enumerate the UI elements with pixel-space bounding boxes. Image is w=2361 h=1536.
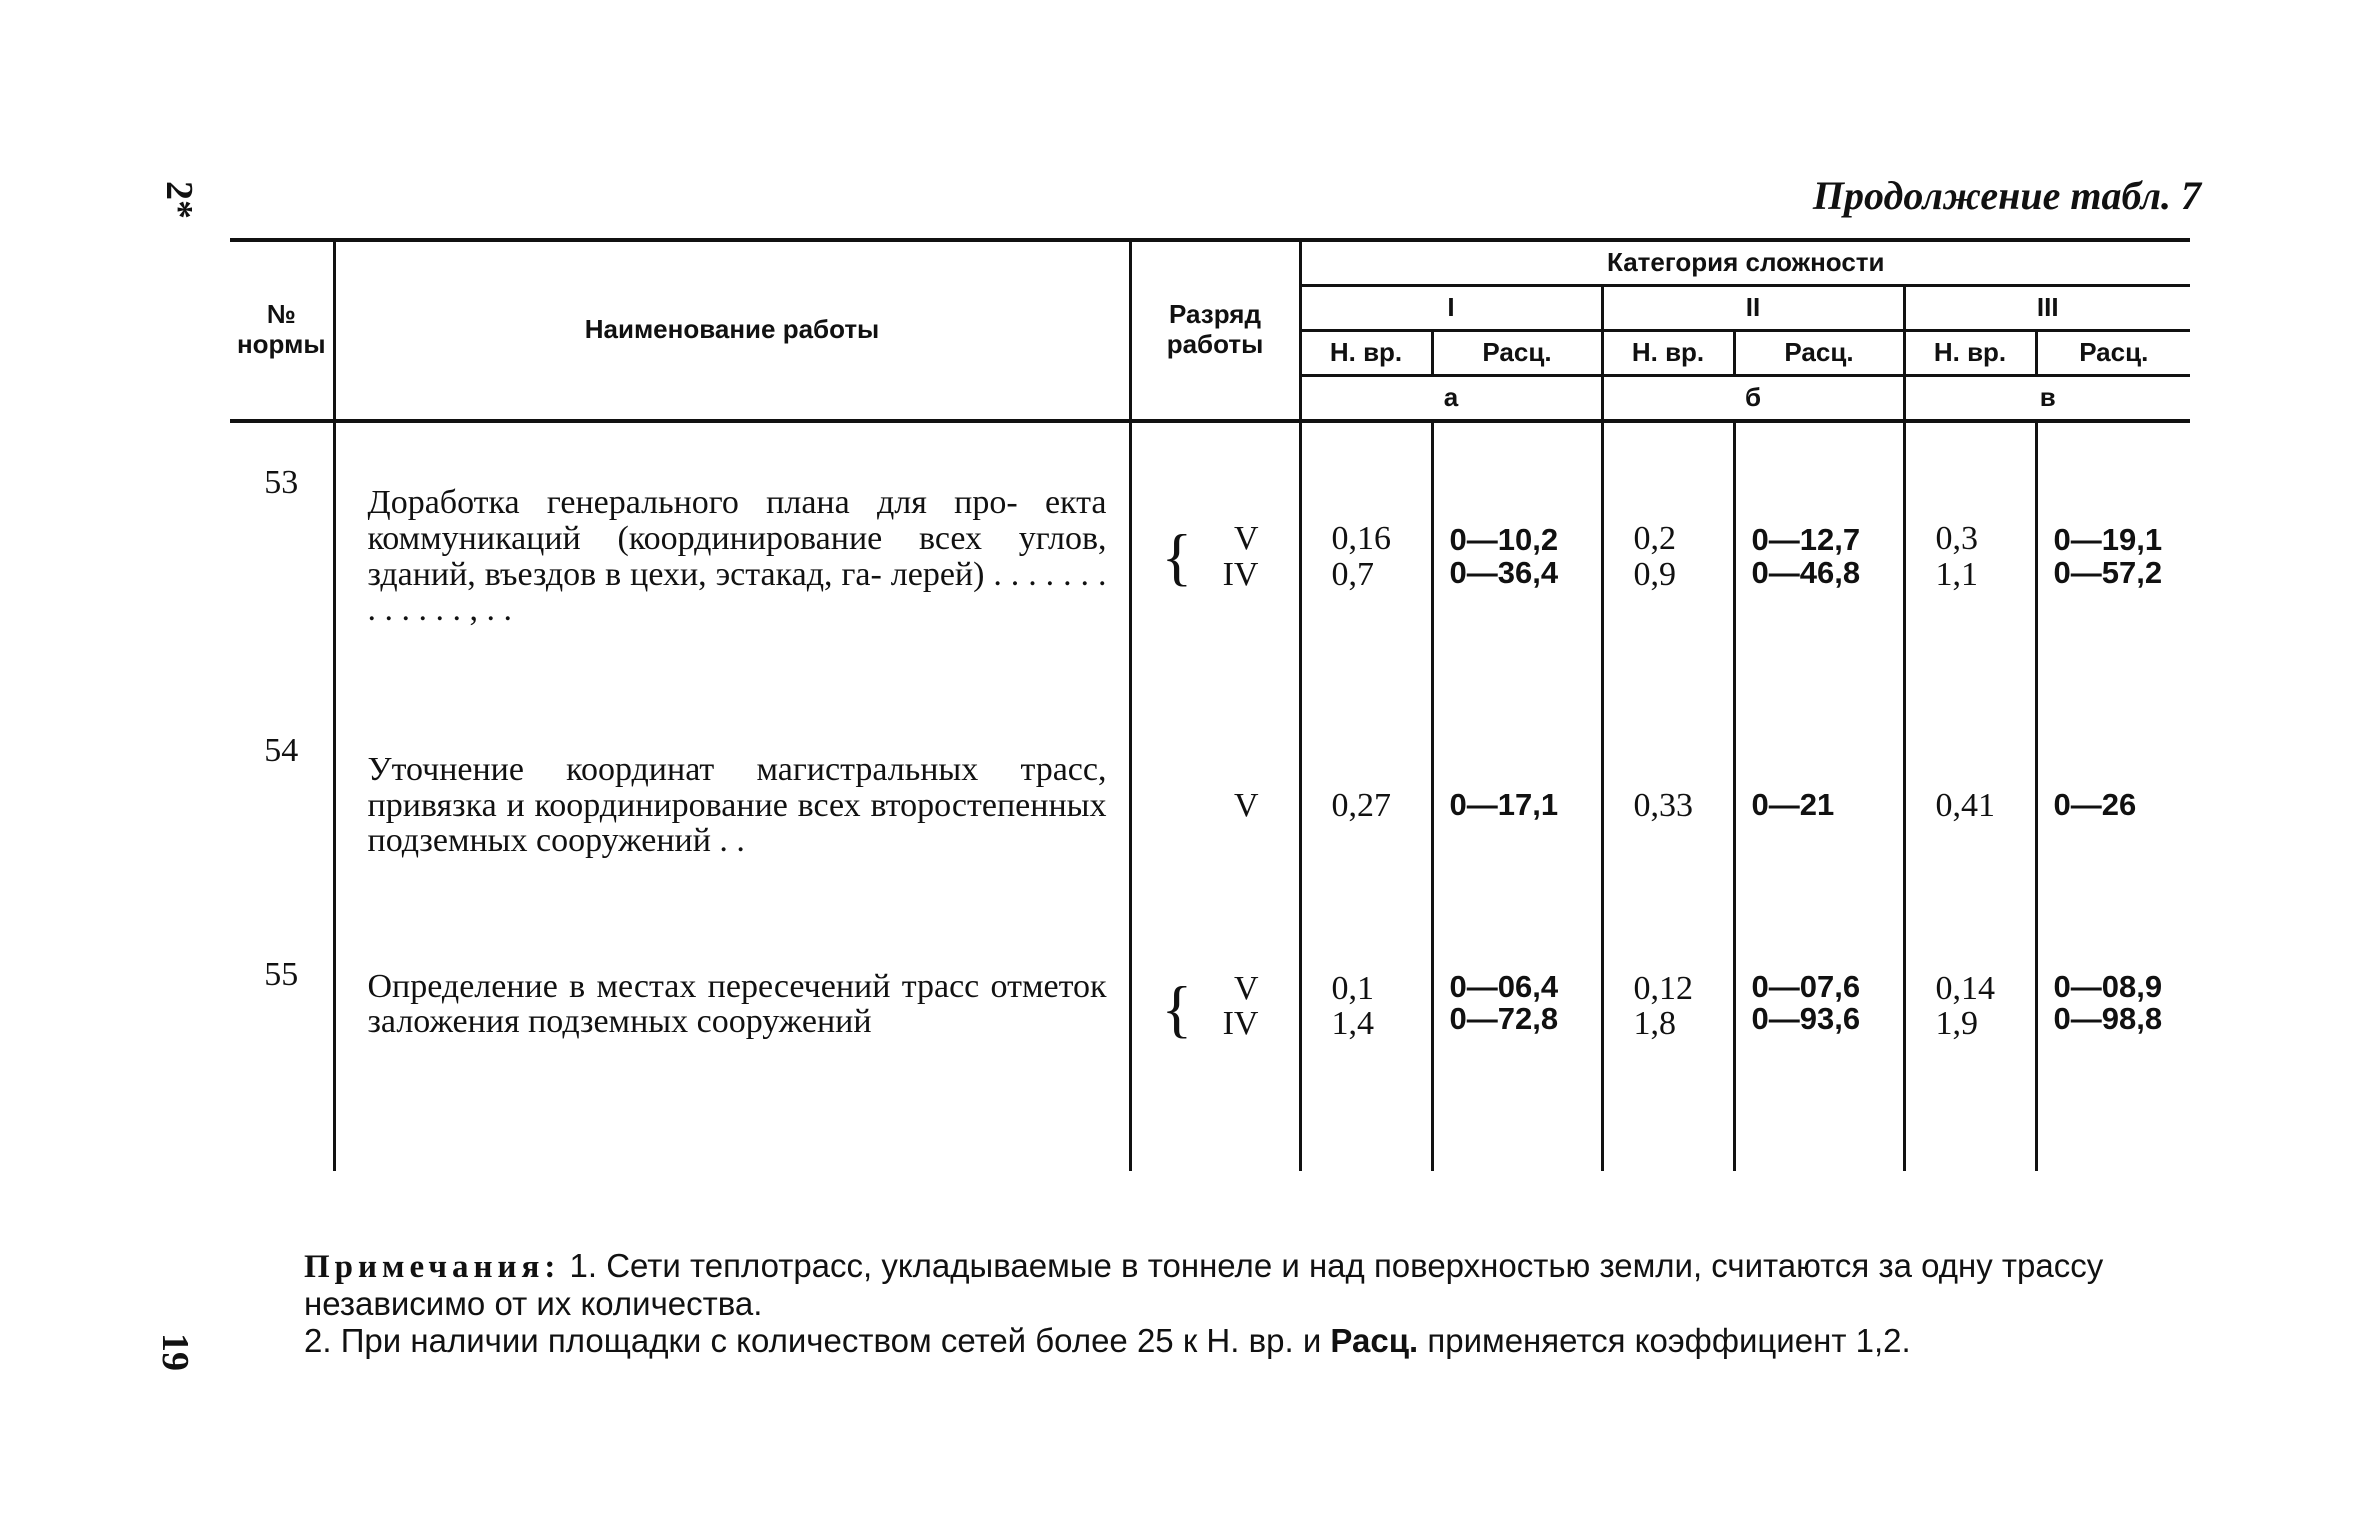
rate-cat2: 0—12,7 0—46,8: [1734, 421, 1904, 691]
page-number: 19: [154, 1333, 196, 1371]
norm-time-cat3: 0,41: [1904, 691, 2036, 921]
header-norm-time-3: Н. вр.: [1904, 330, 2036, 375]
note-1: [232, 1248, 2187, 1323]
norm-time-cat3: 0,14 1,9: [1904, 921, 2036, 1171]
norm-number: 55: [264, 955, 299, 993]
header-work-name: Наименование работы: [334, 240, 1130, 421]
header-category-2: II: [1602, 285, 1904, 330]
brace-icon: {: [1161, 520, 1193, 592]
page-signature-mark: 2*: [158, 181, 200, 219]
table-row: [230, 691, 2190, 921]
brace-icon: {: [1161, 972, 1193, 1044]
header-sub-b: б: [1602, 375, 1904, 420]
header-category-1: I: [1300, 285, 1602, 330]
table-row: [230, 421, 2190, 691]
notes-section: [232, 1248, 2187, 1360]
work-name: Определение в местах пересечений трасс отметок заложения подземных сооружений: [334, 921, 1130, 1171]
note-2: [232, 1323, 2187, 1360]
rate-cat3: 0—19,1 0—57,2: [2036, 421, 2190, 691]
notes-label: Примечания:: [304, 1249, 561, 1285]
norm-time-cat1: 0,27: [1300, 691, 1432, 921]
header-complexity-category: Категория сложности: [1300, 240, 2190, 285]
header-category-3: III: [1904, 285, 2190, 330]
header-work-grade: Разряд работы: [1130, 240, 1300, 421]
rate-cat1: 0—06,4 0—72,8: [1432, 921, 1602, 1171]
norm-time-cat2: 0,2 0,9: [1602, 421, 1734, 691]
note-2-text-b: применяется коэффициент 1,2.: [1427, 1321, 1911, 1359]
header-rate-2: Расц.: [1734, 330, 1904, 375]
header-sub-a: а: [1300, 375, 1602, 420]
header-norm-time-2: Н. вр.: [1602, 330, 1734, 375]
rate-cat1: 0—10,2 0—36,4: [1432, 421, 1602, 691]
note-1-text: 1. Сети теплотрасс, укладываемые в тоннеле и над поверхностью земли, считаются за одну трассу независимо от их количества.: [304, 1247, 2104, 1322]
work-grade: { V IV: [1130, 421, 1300, 691]
header-sub-v: в: [1904, 375, 2190, 420]
norms-table: [230, 238, 2190, 1171]
table-continuation-title: Продолжение табл. 7: [1812, 173, 2201, 218]
work-name: Уточнение координат магистральных трасс, привязка и координирование всех второстепенных подземных сооружений . .: [334, 691, 1130, 921]
norm-number: 53: [264, 463, 299, 501]
header-norm-number: № нормы: [230, 240, 334, 421]
norm-time-cat1: 0,16 0,7: [1300, 421, 1432, 691]
rate-cat1: 0—17,1: [1432, 691, 1602, 921]
norm-time-cat3: 0,3 1,1: [1904, 421, 2036, 691]
note-2-text-a: 2. При наличии площадки с количеством сетей более 25 к Н. вр. и: [304, 1321, 1322, 1359]
work-name: Доработка генерального плана для про- екта коммуникаций (координирование всех углов, зданий, въездов в цехи, эстакад, га- лерей) . . . . . . . . . . . . . , . .: [334, 421, 1130, 691]
norm-time-cat1: 0,1 1,4: [1300, 921, 1432, 1171]
rate-cat3: 0—26: [2036, 691, 2190, 921]
header-rate-3: Расц.: [2036, 330, 2190, 375]
rate-cat2: 0—07,6 0—93,6: [1734, 921, 1904, 1171]
table-row: [230, 921, 2190, 1171]
rate-cat3: 0—08,9 0—98,8: [2036, 921, 2190, 1171]
norm-time-cat2: 0,33: [1602, 691, 1734, 921]
work-grade: V: [1130, 691, 1300, 921]
header-norm-time-1: Н. вр.: [1300, 330, 1432, 375]
work-grade: { V IV: [1130, 921, 1300, 1171]
norm-time-cat2: 0,12 1,8: [1602, 921, 1734, 1171]
note-2-bold: Расц.: [1330, 1321, 1419, 1359]
header-rate-1: Расц.: [1432, 330, 1602, 375]
norm-number: 54: [264, 731, 299, 769]
rate-cat2: 0—21: [1734, 691, 1904, 921]
